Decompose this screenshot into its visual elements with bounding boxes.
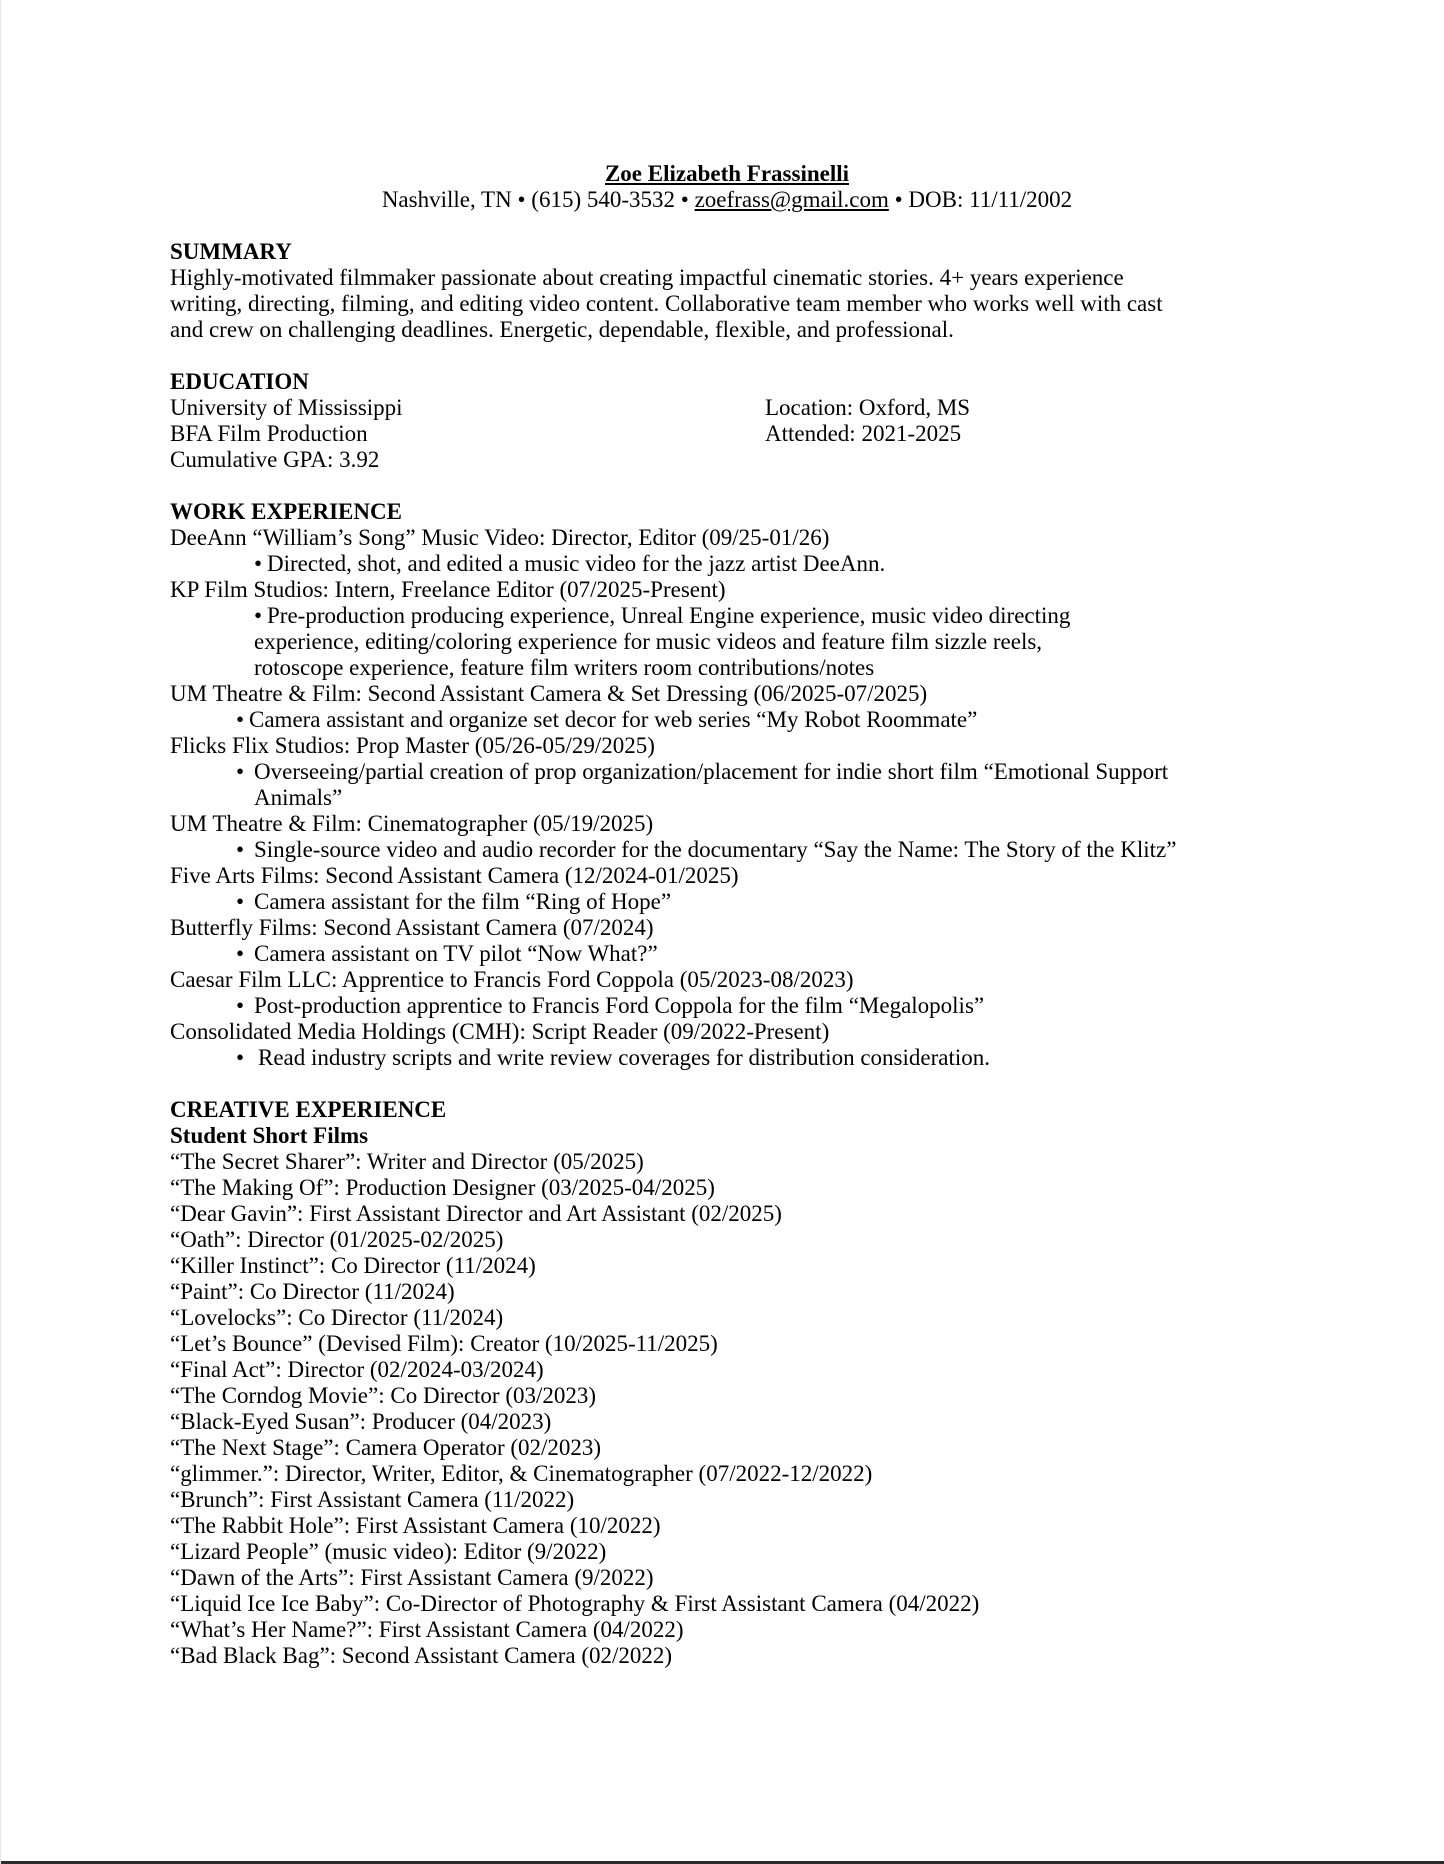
list-item: “Dawn of the Arts”: First Assistant Camera (9/2022) xyxy=(170,1565,654,1590)
resume-header xyxy=(162,161,1292,213)
contact-separator: • xyxy=(675,187,695,212)
job-bullet xyxy=(170,837,1290,863)
job-heading: Butterfly Films: Second Assistant Camera (07/2024) xyxy=(170,915,654,940)
bullet-icon: • xyxy=(254,603,263,628)
job-bullet xyxy=(170,759,1290,811)
list-item: “Oath”: Director (01/2025-02/2025) xyxy=(170,1227,504,1252)
contact-line xyxy=(162,187,1292,213)
work-experience-heading: WORK EXPERIENCE xyxy=(170,499,402,524)
job-heading: UM Theatre & Film: Second Assistant Camera & Set Dressing (06/2025-07/2025) xyxy=(170,681,928,706)
list-item: “glimmer.”: Director, Writer, Editor, & Cinematographer (07/2022-12/2022) xyxy=(170,1461,873,1486)
contact-separator: • xyxy=(511,187,532,212)
list-item: “The Making Of”: Production Designer (03/2025-04/2025) xyxy=(170,1175,715,1200)
education-heading: EDUCATION xyxy=(170,369,309,394)
list-item: “The Rabbit Hole”: First Assistant Camera (10/2022) xyxy=(170,1513,661,1538)
bullet-icon: • xyxy=(236,993,245,1018)
contact-dob: DOB: 11/11/2002 xyxy=(908,187,1073,212)
list-item: “What’s Her Name?”: First Assistant Camera (04/2022) xyxy=(170,1617,684,1642)
list-item: “Brunch”: First Assistant Camera (11/2022) xyxy=(170,1487,575,1512)
bullet-icon: • xyxy=(236,707,245,732)
creative-list xyxy=(170,1149,1290,1669)
education-degree: BFA Film Production xyxy=(170,421,368,446)
job-bullet xyxy=(170,603,1290,681)
job-heading: DeeAnn “William’s Song” Music Video: Director, Editor (09/25-01/26) xyxy=(170,525,830,550)
bullet-icon: • xyxy=(236,941,245,966)
job-heading: KP Film Studios: Intern, Freelance Editor (07/2025-Present) xyxy=(170,577,726,602)
education-row xyxy=(170,395,1290,421)
job-bullet xyxy=(170,889,1290,915)
list-item: “Dear Gavin”: First Assistant Director and Art Assistant (02/2025) xyxy=(170,1201,782,1226)
job-heading: Five Arts Films: Second Assistant Camera (12/2024-01/2025) xyxy=(170,863,739,888)
summary-line: Highly-motivated filmmaker passionate about creating impactful cinematic stories. 4+ years experience xyxy=(170,265,1124,290)
education-row xyxy=(170,421,1290,447)
summary-heading: SUMMARY xyxy=(170,239,292,264)
education-attended: Attended: 2021-2025 xyxy=(765,421,962,446)
job-bullet-text: Overseeing/partial creation of prop organization/placement for indie short film “Emotional Support Animals” xyxy=(254,759,1169,810)
list-item: “Let’s Bounce” (Devised Film): Creator (10/2025-11/2025) xyxy=(170,1331,718,1356)
resume-content xyxy=(170,161,1290,1669)
bullet-icon: • xyxy=(236,837,245,862)
list-item: “Liquid Ice Ice Baby”: Co-Director of Photography & First Assistant Camera (04/2022) xyxy=(170,1591,980,1616)
contact-separator: • xyxy=(888,187,909,212)
job-bullet xyxy=(170,941,1290,967)
contact-email-link[interactable]: zoefrass@gmail.com xyxy=(694,187,889,212)
creative-experience-heading: CREATIVE EXPERIENCE xyxy=(170,1097,447,1122)
job-heading: Caesar Film LLC: Apprentice to Francis Ford Coppola (05/2023-08/2023) xyxy=(170,967,854,992)
list-item: “Final Act”: Director (02/2024-03/2024) xyxy=(170,1357,544,1382)
list-item: “The Secret Sharer”: Writer and Director (05/2025) xyxy=(170,1149,644,1174)
bullet-icon: • xyxy=(236,1045,245,1070)
contact-city: Nashville, TN xyxy=(381,187,512,212)
student-short-films-subheading: Student Short Films xyxy=(170,1123,369,1148)
applicant-name: Zoe Elizabeth Frassinelli xyxy=(604,161,850,186)
list-item: “Lovelocks”: Co Director (11/2024) xyxy=(170,1305,504,1330)
education-gpa: Cumulative GPA: 3.92 xyxy=(170,447,380,472)
list-item: “Lizard People” (music video): Editor (9/2022) xyxy=(170,1539,607,1564)
list-item: “The Next Stage”: Camera Operator (02/2023) xyxy=(170,1435,602,1460)
job-bullet-text: Camera assistant and organize set decor for web series “My Robot Roommate” xyxy=(249,707,978,732)
bullet-icon: • xyxy=(236,759,245,784)
education-location: Location: Oxford, MS xyxy=(765,395,971,420)
job-bullet-text: Read industry scripts and write review coverages for distribution consideration. xyxy=(258,1045,990,1070)
list-item: “Paint”: Co Director (11/2024) xyxy=(170,1279,455,1304)
education-school: University of Mississippi xyxy=(170,395,403,420)
job-bullet-text: Directed, shot, and edited a music video for the jazz artist DeeAnn. xyxy=(267,551,886,576)
job-heading: UM Theatre & Film: Cinematographer (05/19/2025) xyxy=(170,811,654,836)
list-item: “The Corndog Movie”: Co Director (03/2023) xyxy=(170,1383,597,1408)
job-bullet xyxy=(170,707,1290,733)
list-item: “Black-Eyed Susan”: Producer (04/2023) xyxy=(170,1409,552,1434)
job-bullet-text: Single-source video and audio recorder for the documentary “Say the Name: The Story of the Klitz” xyxy=(254,837,1177,862)
job-bullet-text: Camera assistant for the film “Ring of Hope” xyxy=(254,889,672,914)
job-bullet xyxy=(170,551,1290,577)
list-item: “Killer Instinct”: Co Director (11/2024) xyxy=(170,1253,536,1278)
contact-phone: (615) 540-3532 xyxy=(531,187,676,212)
bullet-icon: • xyxy=(236,889,245,914)
job-bullet-text: Camera assistant on TV pilot “Now What?” xyxy=(254,941,658,966)
job-bullet xyxy=(170,993,1290,1019)
bullet-icon: • xyxy=(254,551,263,576)
list-item: “Bad Black Bag”: Second Assistant Camera (02/2022) xyxy=(170,1643,673,1668)
summary-line: writing, directing, filming, and editing video content. Collaborative team member who works well with cast xyxy=(170,291,1163,316)
job-bullet-text: Post-production apprentice to Francis Ford Coppola for the film “Megalopolis” xyxy=(254,993,985,1018)
job-bullet-text: Pre-production producing experience, Unreal Engine experience, music video directing experience, editing/coloring experience for music videos and feature film sizzle reels, rotoscope experience, feature film writers room contributions/notes xyxy=(254,603,1071,680)
job-heading: Flicks Flix Studios: Prop Master (05/26-05/29/2025) xyxy=(170,733,655,758)
job-heading: Consolidated Media Holdings (CMH): Script Reader (09/2022-Present) xyxy=(170,1019,830,1044)
summary-text xyxy=(170,265,1290,343)
summary-line: and crew on challenging deadlines. Energetic, dependable, flexible, and professional. xyxy=(170,317,954,342)
job-bullet xyxy=(170,1045,1290,1071)
